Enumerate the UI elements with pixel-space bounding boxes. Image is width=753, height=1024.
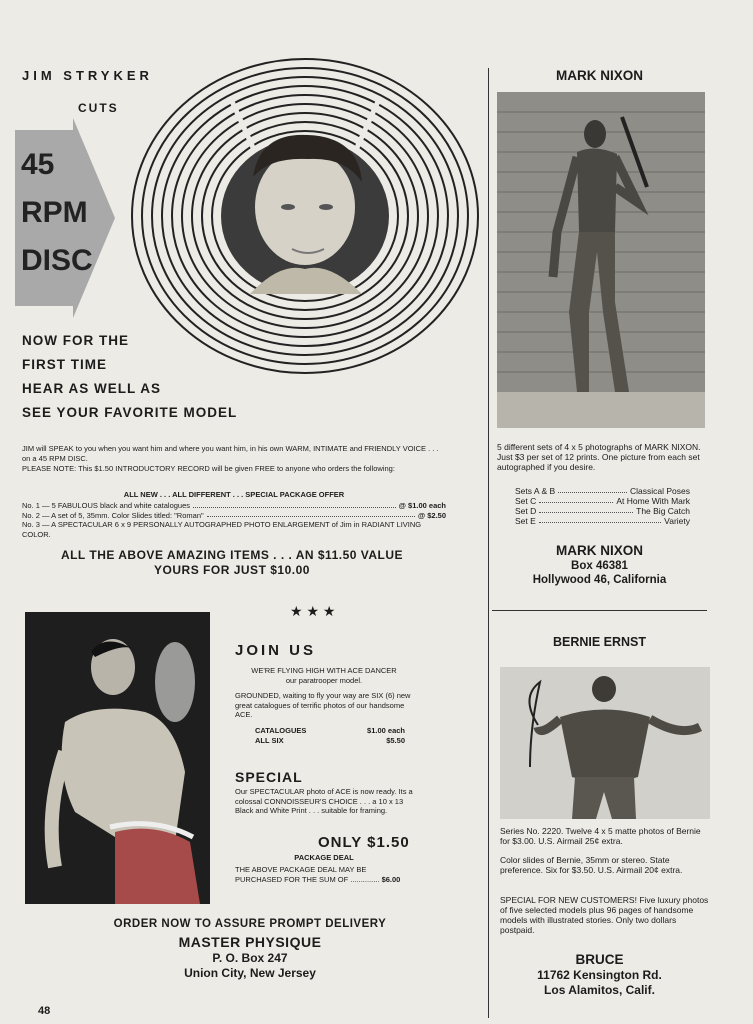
stars-divider: ★ ★ ★ <box>290 603 336 619</box>
offer-item <box>22 520 446 539</box>
join-subtitle-1: WE'RE FLYING HIGH WITH ACE DANCER <box>251 666 397 675</box>
offer-item-text: No. 1 — 5 FABULOUS black and white catalogues <box>22 501 191 510</box>
set-name: At Home With Mark <box>616 496 690 506</box>
body-paragraph-2: PLEASE NOTE: This $1.50 INTRODUCTORY RECORD will be given FREE to anyone who orders the following: <box>22 464 395 473</box>
value-line-2: YOURS FOR JUST $10.00 <box>154 563 310 577</box>
body-paragraph-1: JIM will SPEAK to you when you want him and where you want him, in his own WARM, INTIMATE and FRIENDLY VOICE . . . on a 45 RPM DISC. <box>22 444 439 463</box>
mark-address-city: Hollywood 46, California <box>532 574 667 586</box>
offer-item-price: @ $1.00 each <box>398 501 446 510</box>
offer-list <box>22 501 446 539</box>
arrow-text-rpm: RPM <box>21 196 88 229</box>
bruce-address-street: 11762 Kensington Rd. <box>537 968 662 982</box>
join-title: JOIN US <box>235 642 317 659</box>
package-price: $6.00 <box>381 874 401 884</box>
order-line-2: MASTER PHYSIQUE <box>178 934 322 950</box>
mark-address-box: Box 46381 <box>571 560 628 572</box>
value-line-1: ALL THE ABOVE AMAZING ITEMS . . . AN $11.50 VALUE <box>60 548 404 562</box>
dot-leader <box>558 486 627 493</box>
section-divider <box>492 610 707 611</box>
record-disc <box>130 57 480 375</box>
order-line-3: P. O. Box 247 <box>212 951 288 965</box>
special-price: ONLY $1.50 <box>318 834 410 851</box>
offer-item <box>22 501 446 511</box>
package-deal-label: PACKAGE DEAL <box>294 853 354 862</box>
price-row <box>255 736 405 746</box>
special-title: SPECIAL <box>235 769 303 785</box>
dot-leader <box>539 516 661 523</box>
set-label: Set D <box>515 506 537 516</box>
bernie-paragraph-2: Color slides of Bernie, 35mm or stereo. State preference. Six for $3.50. U.S. Airmail 20¢ extra. <box>500 855 683 875</box>
header-jim-stryker: JIM STRYKER <box>22 68 153 83</box>
order-line-4: Union City, New Jersey <box>184 966 316 980</box>
set-label: Set E <box>515 516 536 526</box>
price-row <box>255 726 405 736</box>
package-deal-text: THE ABOVE PACKAGE DEAL MAY BE PURCHASED FOR THE SUM OF .............. $6.00 <box>235 865 401 884</box>
dot-leader <box>193 501 396 508</box>
offer-heading: ALL NEW . . . ALL DIFFERENT . . . SPECIAL PACKAGE OFFER <box>123 490 345 499</box>
header-cuts: CUTS <box>78 101 119 115</box>
mark-title: MARK NIXON <box>556 68 643 83</box>
dot-leader <box>539 506 633 513</box>
set-name: Classical Poses <box>630 486 690 496</box>
set-label: Set C <box>515 496 537 506</box>
intro-line-3: HEAR AS WELL AS <box>22 381 162 396</box>
arrow-text-45: 45 <box>21 148 55 181</box>
arrow-text-disc: DISC <box>21 244 93 277</box>
column-divider <box>488 68 489 1018</box>
offer-item-text: No. 3 — A SPECTACULAR 6 x 9 PERSONALLY AUTOGRAPHED PHOTO ENLARGEMENT of Jim in RADIANT LIVING COLOR. <box>22 520 422 539</box>
offer-item-price: @ $2.50 <box>417 510 446 520</box>
intro-line-2: FIRST TIME <box>22 357 107 372</box>
bernie-photo <box>500 667 710 819</box>
price-label: ALL SIX <box>255 735 284 745</box>
mark-sets-list <box>515 486 690 526</box>
offer-item-text: No. 2 — A set of 5, 35mm. Color Slides titled: "Roman" <box>22 510 204 520</box>
intro-line-4: SEE YOUR FAVORITE MODEL <box>22 405 238 420</box>
order-line-1: ORDER NOW TO ASSURE PROMPT DELIVERY <box>113 918 387 930</box>
mark-photo <box>497 92 705 428</box>
mark-address-name: MARK NIXON <box>556 543 643 558</box>
set-label: Sets A & B <box>515 486 556 496</box>
join-paragraph: GROUNDED, waiting to fly your way are SIX (6) new great catalogues of terrific photos of our handsome ACE. <box>235 691 411 719</box>
bernie-paragraph-1: Series No. 2220. Twelve 4 x 5 matte photos of Bernie for $3.00. U.S. Airmail 25¢ extra. <box>500 826 701 846</box>
offer-item <box>22 511 446 521</box>
bruce-address-city: Los Alamitos, Calif. <box>544 983 655 997</box>
bernie-paragraph-3: SPECIAL FOR NEW CUSTOMERS! Five luxury photos of five selected models plus 96 pages of handsome models with illustrated stories. Only two dollars postpaid. <box>500 895 709 935</box>
price-value: $5.50 <box>386 735 405 745</box>
bruce-address-name: BRUCE <box>575 952 624 967</box>
price-label: CATALOGUES <box>255 726 307 735</box>
bernie-title: BERNIE ERNST <box>552 635 647 649</box>
set-row <box>515 516 690 526</box>
package-text: THE ABOVE PACKAGE DEAL MAY BE PURCHASED FOR THE SUM OF <box>235 865 367 884</box>
set-name: Variety <box>664 516 690 526</box>
special-paragraph: Our SPECTACULAR photo of ACE is now ready. Its a colossal CONNOISSEUR'S CHOICE . . . a 10 x 13 Black and White Print . . . suitable for framing. <box>235 787 413 815</box>
set-row <box>515 506 690 516</box>
page-number: 48 <box>38 1005 51 1017</box>
set-row <box>515 496 690 506</box>
price-value: $1.00 each <box>367 726 405 735</box>
ace-photo <box>25 612 210 904</box>
set-row <box>515 486 690 496</box>
mark-paragraph: 5 different sets of 4 x 5 photographs of MARK NIXON. Just $3 per set of 12 prints. One picture from each set autographed if you desire. <box>497 442 701 472</box>
set-name: The Big Catch <box>636 506 690 516</box>
arrow-badge <box>15 118 120 318</box>
dot-leader <box>207 511 415 518</box>
intro-line-1: NOW FOR THE <box>22 333 129 348</box>
join-subtitle-2: our paratrooper model. <box>285 676 363 685</box>
join-price-table <box>255 726 405 745</box>
dot-leader <box>539 496 613 503</box>
